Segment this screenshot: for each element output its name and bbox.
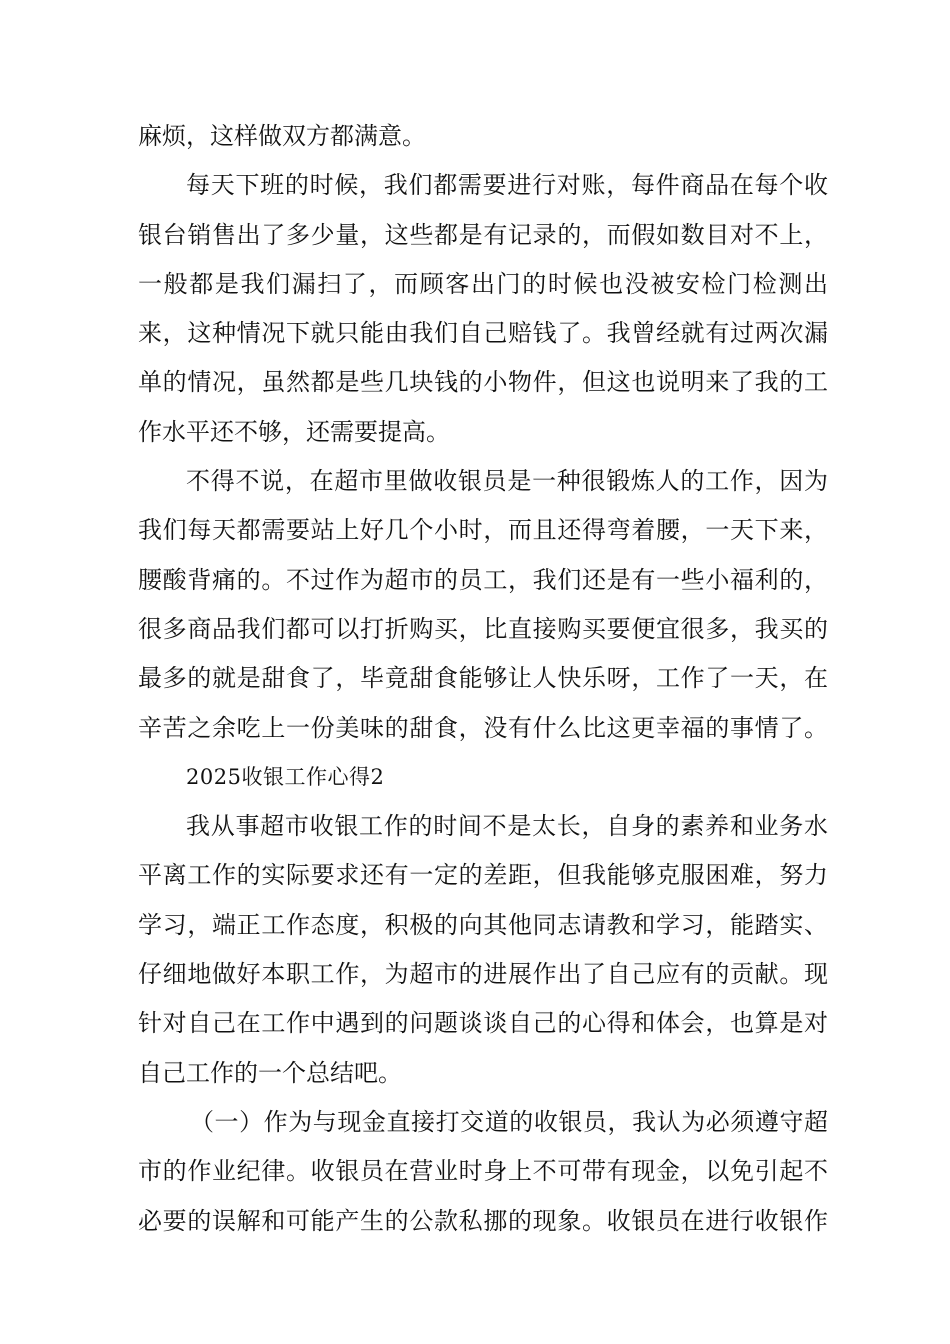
paragraph-line: 辛苦之余吃上一份美味的甜食，没有什么比这更幸福的事情了。 [138, 713, 828, 742]
paragraph-line: 我们每天都需要站上好几个小时，而且还得弯着腰，一天下来， [138, 516, 828, 545]
document-body [138, 112, 828, 1246]
paragraph-line: 平离工作的实际要求还有一定的差距，但我能够克服困难，努力 [138, 861, 828, 890]
paragraph-line: 必要的误解和可能产生的公款私挪的现象。收银员在进行收银作 [138, 1206, 828, 1235]
paragraph-first-line: （一）作为与现金直接打交道的收银员，我认为必须遵守超 [190, 1107, 828, 1136]
paragraph-line: 最多的就是甜食了，毕竟甜食能够让人快乐呀，工作了一天，在 [138, 664, 828, 693]
paragraph-line: 来，这种情况下就只能由我们自己赔钱了。我曾经就有过两次漏 [138, 319, 828, 348]
paragraph-line: 麻烦，这样做双方都满意。 [138, 122, 426, 150]
paragraph-line: 腰酸背痛的。不过作为超市的员工，我们还是有一些小福利的， [138, 565, 828, 594]
paragraph-line: 银台销售出了多少量，这些都是有记录的，而假如数目对不上， [138, 220, 828, 249]
paragraph-first-line: 每天下班的时候，我们都需要进行对账，每件商品在每个收 [186, 171, 828, 200]
paragraph-first-line: 不得不说，在超市里做收银员是一种很锻炼人的工作，因为 [186, 467, 828, 496]
paragraph-line: 很多商品我们都可以打折购买，比直接购买要便宜很多，我买的 [138, 614, 828, 643]
paragraph-line: 针对自己在工作中遇到的问题谈谈自己的心得和体会，也算是对 [138, 1009, 828, 1038]
paragraph-last-line: 作水平还不够，还需要提高。 [138, 417, 450, 446]
paragraph-first-line: 我从事超市收银工作的时间不是太长，自身的素养和业务水 [186, 812, 828, 841]
paragraph-line: 单的情况，虽然都是些几块钱的小物件，但这也说明来了我的工 [138, 368, 828, 397]
paragraph-line: 学习，端正工作态度，积极的向其他同志请教和学习，能踏实、 [138, 910, 828, 939]
paragraph-line: 仔细地做好本职工作，为超市的进展作出了自己应有的贡献。现 [138, 960, 828, 989]
paragraph-last-line: 自己工作的一个总结吧。 [138, 1058, 402, 1087]
paragraph-line: 市的作业纪律。收银员在营业时身上不可带有现金，以免引起不 [138, 1157, 828, 1186]
paragraph-line: 一般都是我们漏扫了，而顾客出门的时候也没被安检门检测出 [138, 269, 828, 298]
section-heading: 2025收银工作心得2 [186, 764, 385, 789]
